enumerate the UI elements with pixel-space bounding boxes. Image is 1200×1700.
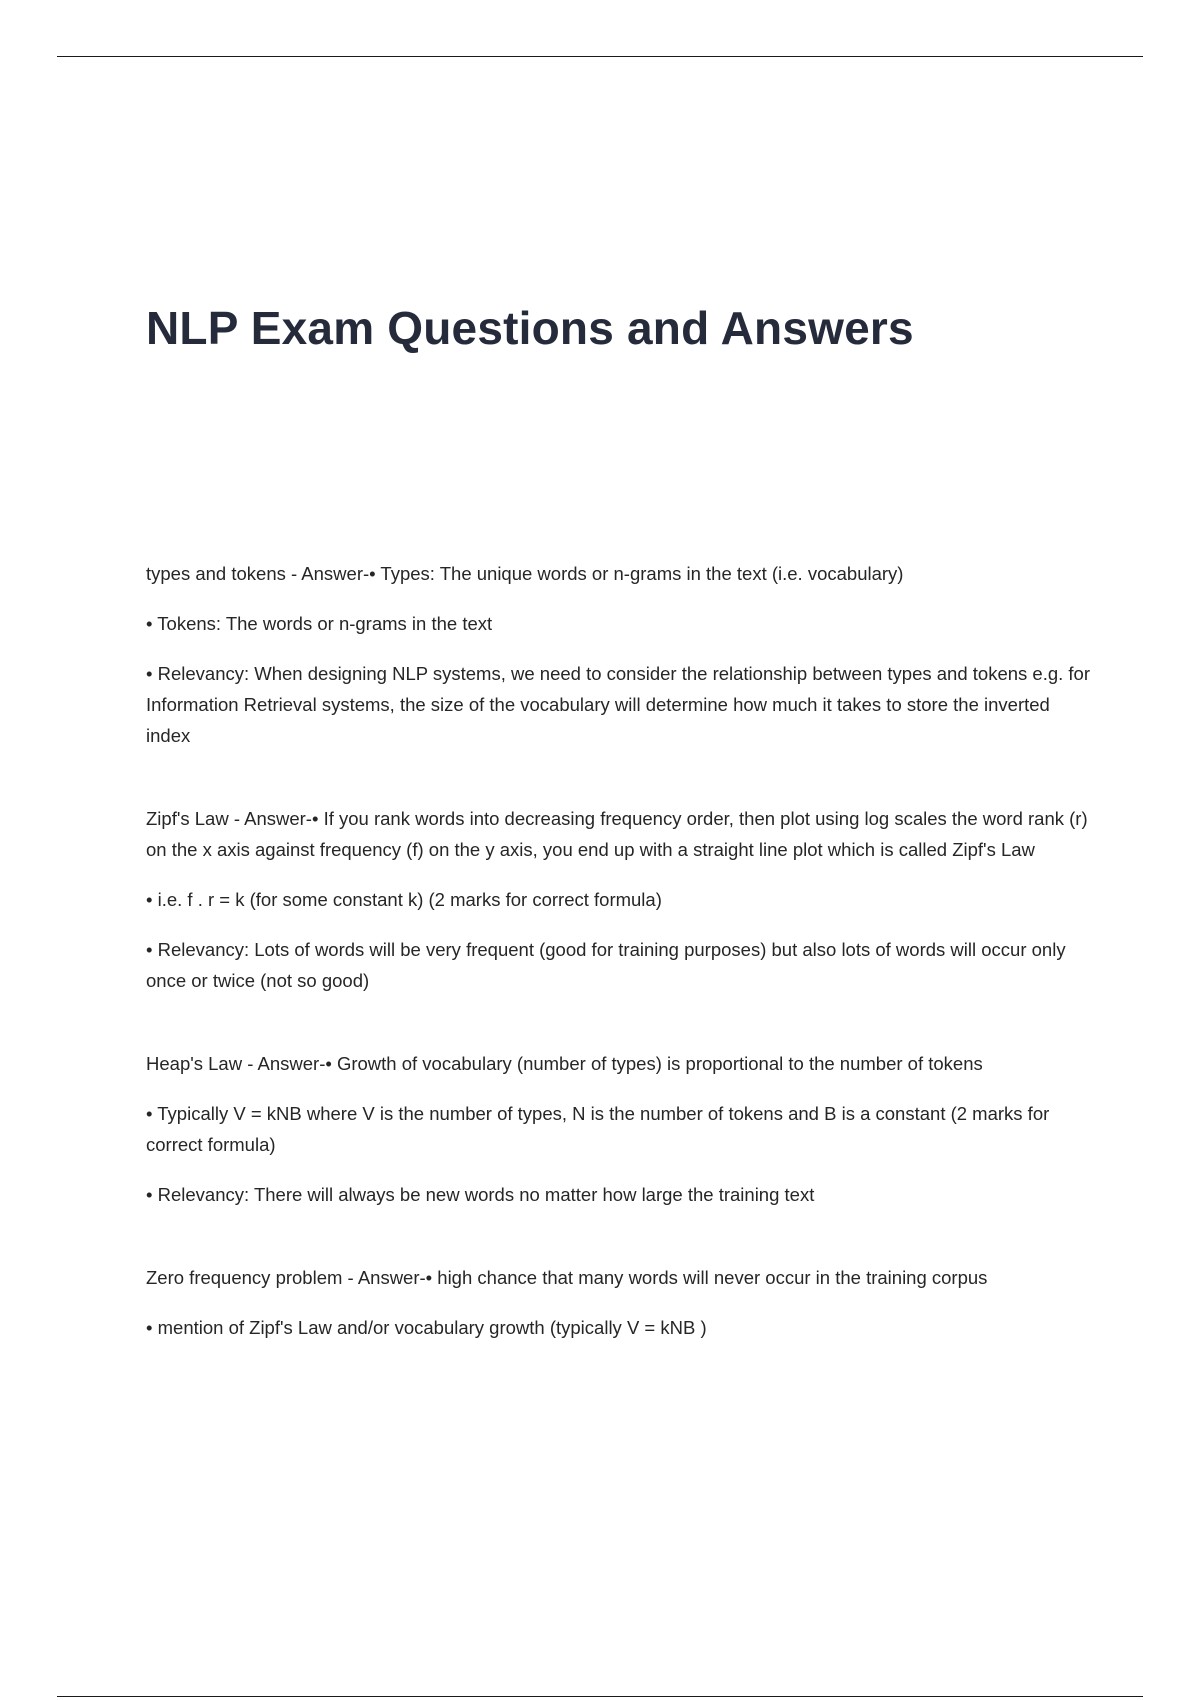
qa-paragraph: Heap's Law - Answer-• Growth of vocabulary (number of types) is proportional to the number of tokens (146, 1053, 983, 1074)
qa-content (146, 558, 1096, 1395)
qa-paragraph: • Relevancy: When designing NLP systems, we need to consider the relationship between types and tokens e.g. for Information Retrieval systems, the size of the vocabulary will determine how much it takes to store the inverted index (146, 663, 1091, 746)
page-title: NLP Exam Questions and Answers (146, 302, 914, 354)
qa-paragraph: Zero frequency problem - Answer-• high chance that many words will never occur in the training corpus (146, 1267, 988, 1288)
qa-paragraph: • Typically V = kNB where V is the number of types, N is the number of tokens and B is a constant (2 marks for correct formula) (146, 1103, 1050, 1155)
qa-section-types-and-tokens (146, 558, 1096, 751)
qa-paragraph: • Relevancy: Lots of words will be very frequent (good for training purposes) but also lots of words will occur only once or twice (not so good) (146, 939, 1066, 991)
qa-paragraph: types and tokens - Answer-• Types: The unique words or n-grams in the text (i.e. vocabulary) (146, 563, 904, 584)
qa-paragraph: Zipf's Law - Answer-• If you rank words into decreasing frequency order, then plot using log scales the word rank (r) on the x axis against frequency (f) on the y axis, you end up with a straight line plot which is called Zipf's Law (146, 808, 1088, 860)
qa-section-zero-frequency-problem (146, 1262, 1096, 1343)
qa-paragraph: • Relevancy: There will always be new words no matter how large the training text (146, 1184, 815, 1205)
qa-section-zipfs-law (146, 803, 1096, 996)
qa-paragraph: • Tokens: The words or n-grams in the text (146, 613, 493, 634)
top-divider (57, 56, 1143, 57)
qa-section-heaps-law (146, 1048, 1096, 1210)
qa-paragraph: • i.e. f . r = k (for some constant k) (2 marks for correct formula) (146, 889, 662, 910)
bottom-divider (57, 1696, 1143, 1697)
qa-paragraph: • mention of Zipf's Law and/or vocabulary growth (typically V = kNB ) (146, 1317, 707, 1338)
